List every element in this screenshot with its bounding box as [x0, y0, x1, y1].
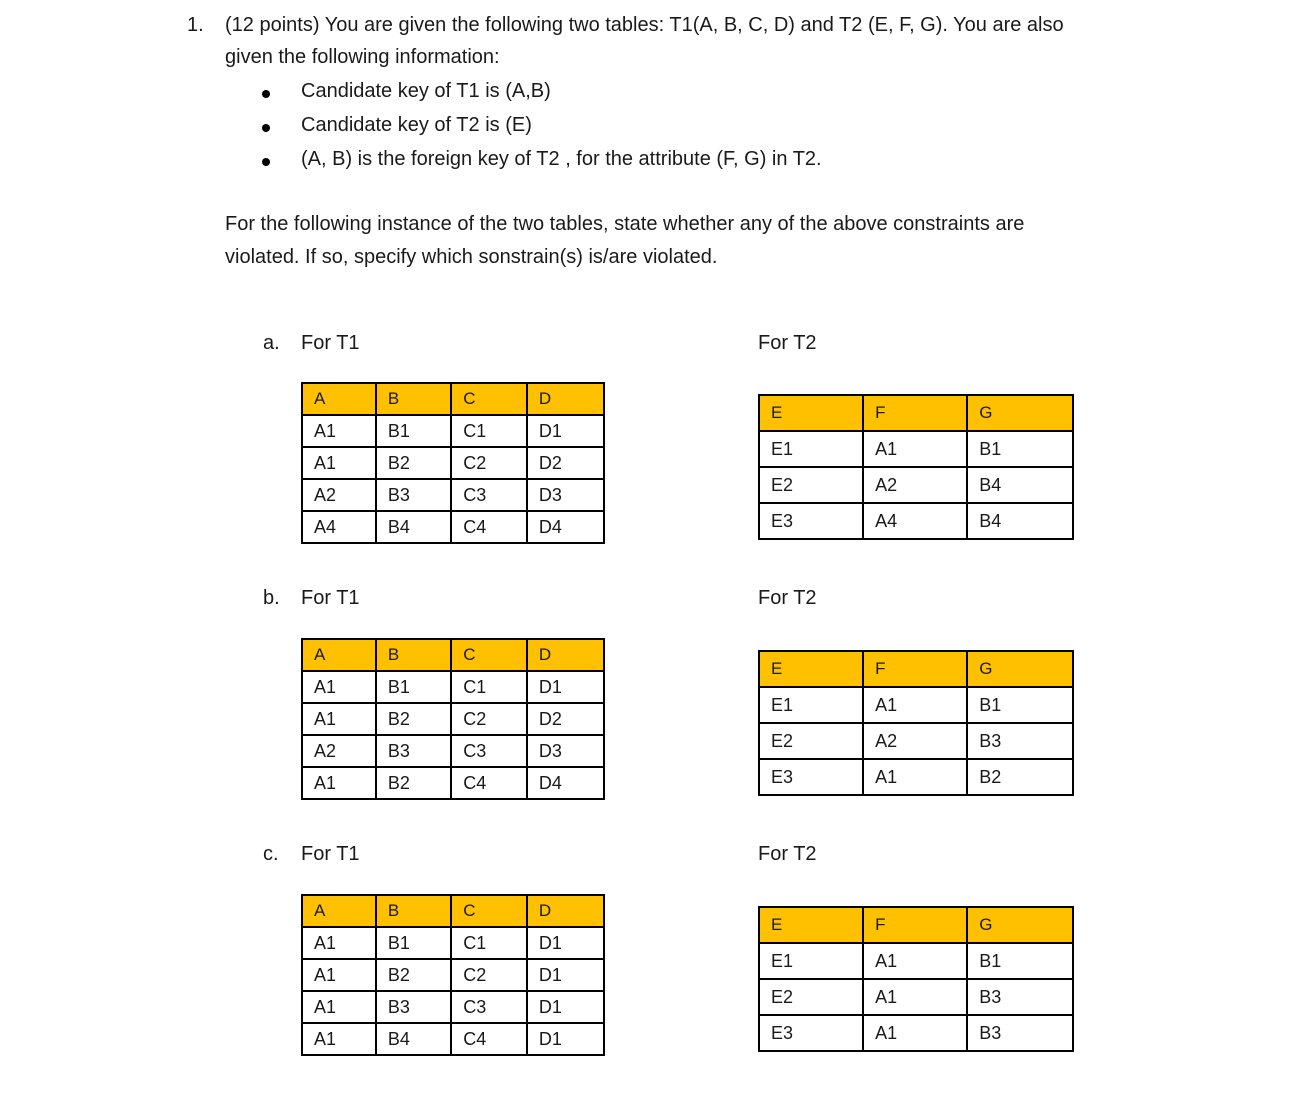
question-number: 1.	[187, 14, 204, 36]
table-cell: B4	[376, 1023, 451, 1055]
table-cell: B3	[376, 479, 451, 511]
table-cell: D3	[527, 479, 604, 511]
table-row	[759, 503, 1073, 539]
header-cell: B	[376, 383, 451, 415]
bullet-dot-icon	[262, 124, 270, 132]
table-row	[759, 723, 1073, 759]
part-a-label: a.	[263, 332, 280, 354]
table-cell: A4	[863, 503, 967, 539]
header-cell: C	[451, 639, 527, 671]
part-c-t2-table	[758, 906, 1074, 1052]
table-cell: D3	[527, 735, 604, 767]
header-cell: D	[527, 895, 604, 927]
header-cell: E	[759, 907, 863, 943]
table-cell: B2	[376, 447, 451, 479]
table-cell: B3	[376, 991, 451, 1023]
table-cell: D2	[527, 447, 604, 479]
header-cell: D	[527, 639, 604, 671]
part-b-t1-table	[301, 638, 605, 800]
table-cell: C4	[451, 1023, 527, 1055]
table-cell: D1	[527, 671, 604, 703]
part-a-t1-table	[301, 382, 605, 544]
header-cell: G	[967, 651, 1073, 687]
table-cell: C2	[451, 447, 527, 479]
header-cell: B	[376, 895, 451, 927]
table-cell: A1	[302, 447, 376, 479]
table-row	[302, 927, 604, 959]
table-cell: B3	[376, 735, 451, 767]
table-cell: E1	[759, 943, 863, 979]
table-cell: E1	[759, 431, 863, 467]
part-b-t2-title: For T2	[758, 587, 817, 609]
table-cell: A1	[302, 767, 376, 799]
part-b-t2-table	[758, 650, 1074, 796]
part-c-t1-title: For T1	[301, 843, 360, 865]
table-cell: C1	[451, 671, 527, 703]
table-cell: A2	[302, 479, 376, 511]
table-cell: B2	[376, 959, 451, 991]
table-header-row	[302, 895, 604, 927]
table-cell: A1	[302, 703, 376, 735]
header-cell: C	[451, 383, 527, 415]
part-a-t2-title: For T2	[758, 332, 817, 354]
table-cell: A1	[863, 687, 967, 723]
table-cell: D1	[527, 959, 604, 991]
table-row	[759, 943, 1073, 979]
table-cell: D1	[527, 1023, 604, 1055]
table-cell: E3	[759, 759, 863, 795]
table-cell: E1	[759, 687, 863, 723]
table-cell: A2	[302, 735, 376, 767]
table-cell: D4	[527, 767, 604, 799]
table-row	[302, 991, 604, 1023]
table-cell: A1	[302, 415, 376, 447]
table-header-row	[759, 651, 1073, 687]
table-cell: C1	[451, 927, 527, 959]
table-header-row	[759, 395, 1073, 431]
instruction-line-1: For the following instance of the two tables, state whether any of the above constraints are	[225, 213, 1025, 235]
table-row	[302, 767, 604, 799]
table-cell: A1	[302, 991, 376, 1023]
table-cell: A1	[863, 431, 967, 467]
header-cell: F	[863, 395, 967, 431]
instruction-line-2: violated. If so, specify which sonstrain(s) is/are violated.	[225, 246, 718, 268]
table-cell: A1	[863, 979, 967, 1015]
table-cell: C1	[451, 415, 527, 447]
table-cell: E3	[759, 503, 863, 539]
table-cell: A1	[863, 1015, 967, 1051]
table-cell: D2	[527, 703, 604, 735]
table-header-row	[302, 383, 604, 415]
table-cell: A1	[302, 671, 376, 703]
table-cell: D1	[527, 415, 604, 447]
table-row	[302, 671, 604, 703]
table-row	[302, 1023, 604, 1055]
table-cell: B1	[376, 671, 451, 703]
part-b-t1-title: For T1	[301, 587, 360, 609]
table-cell: C3	[451, 479, 527, 511]
table-cell: A1	[302, 927, 376, 959]
table-cell: B1	[376, 415, 451, 447]
part-a-t2-table	[758, 394, 1074, 540]
table-cell: C2	[451, 959, 527, 991]
part-c-t1-table	[301, 894, 605, 1056]
bullet-item-3: (A, B) is the foreign key of T2 , for the attribute (F, G) in T2.	[301, 148, 822, 170]
part-c-label: c.	[263, 843, 279, 865]
table-cell: B3	[967, 723, 1073, 759]
table-cell: A1	[302, 959, 376, 991]
header-cell: B	[376, 639, 451, 671]
table-cell: B2	[376, 703, 451, 735]
table-cell: C3	[451, 991, 527, 1023]
table-cell: B1	[376, 927, 451, 959]
table-cell: A1	[863, 759, 967, 795]
table-cell: E3	[759, 1015, 863, 1051]
table-cell: B4	[967, 503, 1073, 539]
table-row	[302, 959, 604, 991]
table-cell: B1	[967, 431, 1073, 467]
table-row	[759, 1015, 1073, 1051]
bullet-item-2: Candidate key of T2 is (E)	[301, 114, 532, 136]
table-row	[759, 687, 1073, 723]
table-row	[302, 479, 604, 511]
table-cell: D1	[527, 927, 604, 959]
table-cell: B4	[967, 467, 1073, 503]
part-a-t1-title: For T1	[301, 332, 360, 354]
header-cell: A	[302, 383, 376, 415]
table-row	[759, 979, 1073, 1015]
table-cell: C3	[451, 735, 527, 767]
table-cell: A1	[302, 1023, 376, 1055]
table-cell: B4	[376, 511, 451, 543]
header-cell: C	[451, 895, 527, 927]
table-cell: A2	[863, 467, 967, 503]
table-cell: B3	[967, 1015, 1073, 1051]
table-row	[759, 759, 1073, 795]
table-header-row	[302, 639, 604, 671]
table-row	[302, 735, 604, 767]
table-cell: E2	[759, 723, 863, 759]
table-cell: D4	[527, 511, 604, 543]
table-cell: B2	[967, 759, 1073, 795]
table-row	[759, 467, 1073, 503]
question-line-1: (12 points) You are given the following two tables: T1(A, B, C, D) and T2 (E, F, G). You are also	[225, 14, 1064, 36]
header-cell: E	[759, 395, 863, 431]
question-line-2: given the following information:	[225, 46, 500, 68]
table-row	[302, 415, 604, 447]
header-cell: F	[863, 907, 967, 943]
table-cell: C4	[451, 511, 527, 543]
header-cell: F	[863, 651, 967, 687]
table-row	[302, 447, 604, 479]
table-cell: E2	[759, 979, 863, 1015]
table-cell: C2	[451, 703, 527, 735]
header-cell: D	[527, 383, 604, 415]
header-cell: A	[302, 895, 376, 927]
header-cell: A	[302, 639, 376, 671]
header-cell: E	[759, 651, 863, 687]
header-cell: G	[967, 395, 1073, 431]
part-c-t2-title: For T2	[758, 843, 817, 865]
bullet-dot-icon	[262, 90, 270, 98]
table-row	[759, 431, 1073, 467]
table-cell: B2	[376, 767, 451, 799]
table-cell: B1	[967, 687, 1073, 723]
bullet-dot-icon	[262, 158, 270, 166]
table-cell: A2	[863, 723, 967, 759]
part-b-label: b.	[263, 587, 280, 609]
table-cell: C4	[451, 767, 527, 799]
bullet-item-1: Candidate key of T1 is (A,B)	[301, 80, 551, 102]
table-header-row	[759, 907, 1073, 943]
table-cell: D1	[527, 991, 604, 1023]
table-cell: E2	[759, 467, 863, 503]
table-cell: A1	[863, 943, 967, 979]
table-cell: A4	[302, 511, 376, 543]
table-row	[302, 511, 604, 543]
header-cell: G	[967, 907, 1073, 943]
table-cell: B3	[967, 979, 1073, 1015]
table-row	[302, 703, 604, 735]
table-cell: B1	[967, 943, 1073, 979]
